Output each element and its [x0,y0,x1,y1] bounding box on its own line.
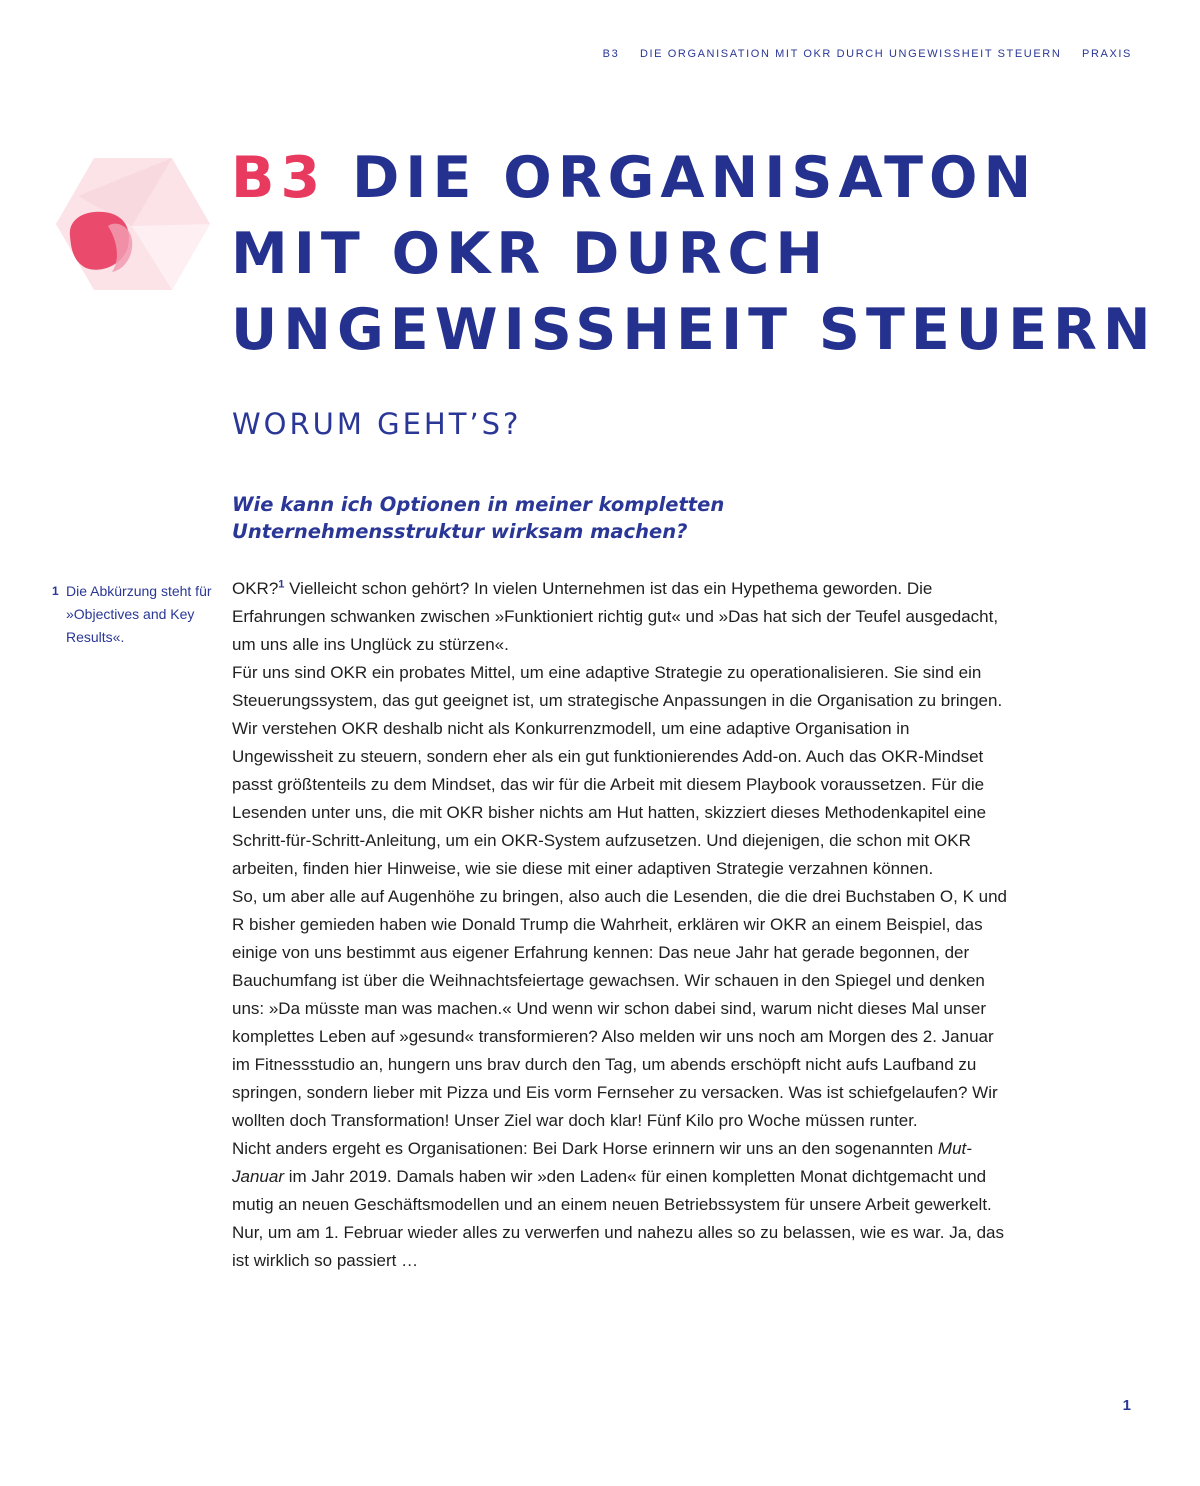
paragraph-1-start: OKR? [232,579,279,598]
running-header-section: PRAXIS [1082,48,1132,60]
chapter-title-line-1: DIE ORGANISATON [351,145,1038,211]
paragraph-4-rest: im Jahr 2019. Damals haben wir »den Laden« für einen kompletten Monat dichtgemacht und mutig an neuen Geschäftsmodellen und an einem neuen Betriebssystem für unsere Arbeit gewerkelt. Nur, um am 1. Februar wieder alles zu verwerfen und nahezu alles so zu belassen, wie es war. Ja, das ist wirklich so passiert … [232,1167,1004,1270]
page-number: 1 [1122,1397,1131,1414]
section-heading: WORUM GEHT’S? [232,407,522,441]
chapter-title-line-2: MIT OKR DURCH [231,221,830,287]
chapter-code: B3 [231,145,327,211]
footnote-reference[interactable]: 1 [278,578,285,591]
paragraph-4-start: Nicht anders ergeht es Organisationen: Bei Dark Horse erinnern wir uns an den sogenannten [232,1139,938,1158]
running-header-chapter: B3 [602,48,620,60]
lead-question: Wie kann ich Optionen in meiner kompletten Unternehmensstruktur wirksam machen? [232,493,725,543]
chapter-hexagon-icon [52,156,212,296]
paragraph-1-rest: Vielleicht schon gehört? In vielen Unternehmen ist das ein Hypethema geworden. Die Erfahrungen schwanken zwischen »Funktioniert richtig gut« und »Das hat sich der Teufel ausgedacht, um uns alle ins Unglück zu stürzen«. [232,579,999,654]
paragraph-4-emphasis: Mut-Januar [232,1139,972,1186]
paragraph-1 [232,575,1012,659]
footnote-number: 1 [52,584,59,598]
footnote-text: Die Abkürzung steht für »Objectives and Key Results«. [66,583,212,645]
chapter-title [231,140,1171,368]
running-header [603,48,1132,60]
body-text [232,575,1012,1275]
paragraph-2: Für uns sind OKR ein probates Mittel, um eine adaptive Strategie zu operationalisieren. Sie sind ein Steuerungssystem, das gut geeignet ist, um strategische Anpassungen in die Organisation zu bringen. Wir verstehen OKR deshalb nicht als Konkurrenzmodell, um eine adaptive Organisation in Ungewissheit zu steuern, sondern eher als ein gut funktionierendes Add-on. Auch das OKR-Mindset passt größtenteils zu dem Mindset, das wir für die Arbeit mit diesem Playbook voraussetzen. Für die Lesenden unter uns, die mit OKR bisher nichts am Hut hatten, skizziert dieses Methodenkapitel eine Schritt-für-Schritt-Anleitung, um ein OKR-System aufzusetzen. Und diejenigen, die schon mit OKR arbeiten, finden hier Hinweise, wie sie diese mit einer adaptiven Strategie verzahnen können. [232,663,1003,878]
paragraph-3: So, um aber alle auf Augenhöhe zu bringen, also auch die Lesenden, die die drei Buchstaben O, K und R bisher gemieden haben wie Donald Trump die Wahrheit, erklären wir OKR an einem Beispiel, das einige von uns bestimmt aus eigener Erfahrung kennen: Das neue Jahr hat gerade begonnen, der Bauchumfang ist über die Weihnachtsfeiertage gewachsen. Wir schauen in den Spiegel und denken uns: »Da müsste man was machen.« Und wenn wir schon dabei sind, warum nicht dieses Mal unser komplettes Leben auf »gesund« transformieren? Also melden wir uns noch am Morgen des 2. Januar im Fitnessstudio an, hungern uns brav durch den Tag, um abends erschöpft nicht aufs Laufband zu springen, sondern lieber mit Pizza und Eis vorm Fernseher zu versacken. Was ist schiefgelaufen? Wir wollten doch Transformation! Unser Ziel war doch klar! Fünf Kilo pro Woche müssen runter. [232,887,1007,1130]
chapter-title-line-3: UNGEWISSHEIT STEUERN [231,297,1157,363]
paragraph-4 [232,1135,1012,1275]
running-header-title: DIE ORGANISATION MIT OKR DURCH UNGEWISSHEIT STEUERN [639,48,1062,60]
footnote [52,580,212,649]
